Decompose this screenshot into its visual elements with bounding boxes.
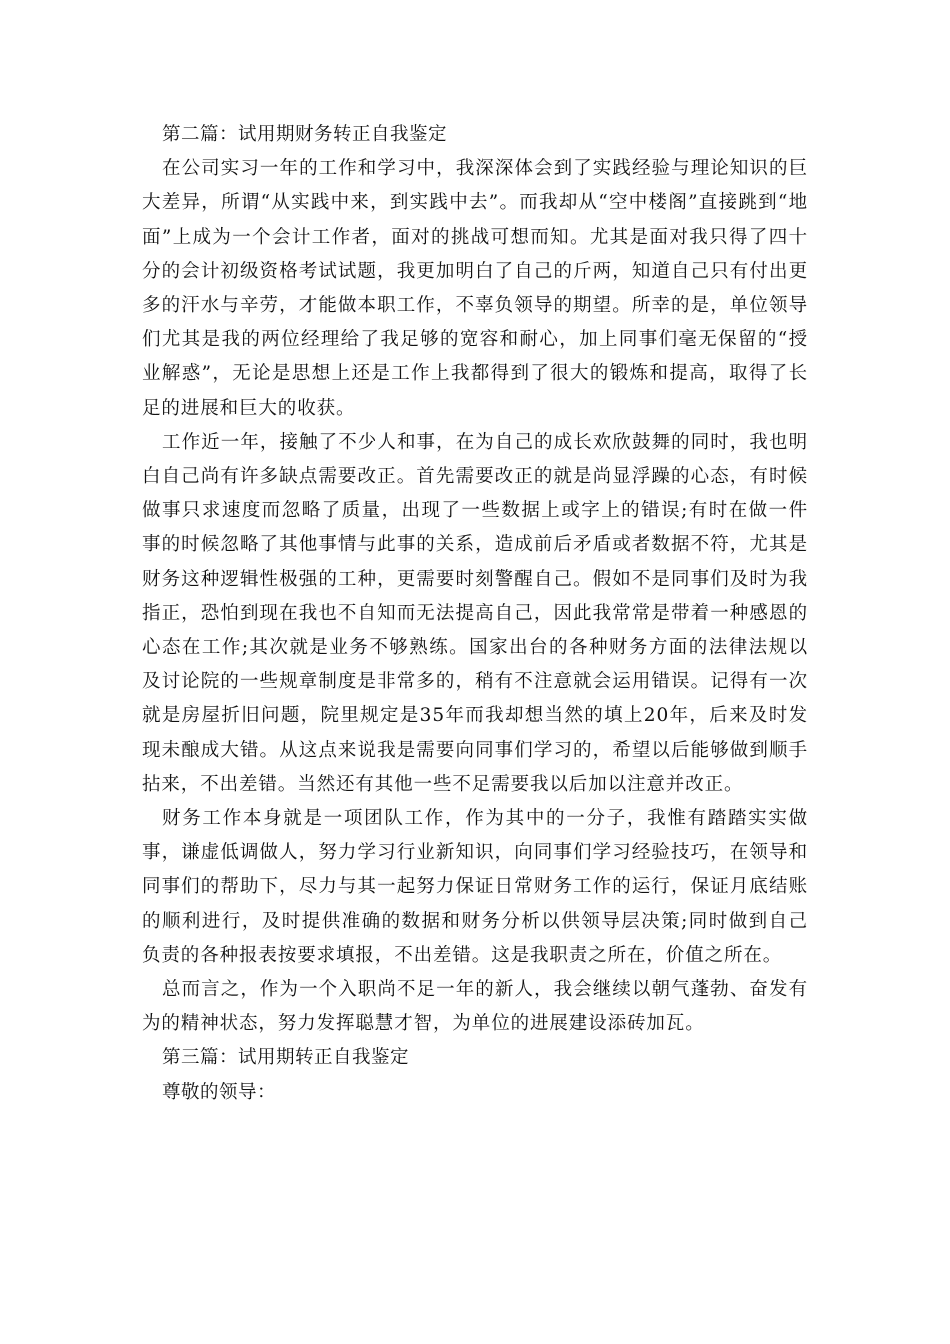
salutation: 尊敬的领导： xyxy=(162,1081,277,1103)
paragraph-teamwork: 财务工作本身就是一项团队工作，作为其中的一分子，我惟有踏踏实实做事，谦虚低调做人，努力学习行业新知识，向同事们学习经验技巧，在领导和同事们的帮助下，尽力与其一起努力保证日常财务工作的运行，保证月底结账的顺利进行，及时提供准确的数据和财务分析以供领导层决策;同时做到自己负责的各种报表按要求填报，不出差错。这是我职责之所在，价值之所在。 xyxy=(142,808,808,966)
paragraph-shortcomings: 工作近一年，接触了不少人和事，在为自己的成长欢欣鼓舞的同时，我也明白自己尚有许多缺点需要改正。首先需要改正的就是尚显浮躁的心态，有时候做事只求速度而忽略了质量，出现了一些数据上或字上的错误;有时在做一件事的时候忽略了其他事情与此事的关系，造成前后矛盾或者数据不符，尤其是财务这种逻辑性极强的工种，更需要时刻警醒自己。假如不是同事们及时为我指正，恐怕到现在我也不自知而无法提高自己，因此我常常是带着一种感恩的心态在工作;其次就是业务不够熟练。国家出台的各种财务方面的法律法规以及讨论院的一些规章制度是非常多的，稍有不注意就会运用错误。记得有一次就是房屋折旧问题，院里规定是35年而我却想当然的填上20年，后来及时发现未酿成大错。从这点来说我是需要向同事们学习的，希望以后能够做到顺手拈来，不出差错。当然还有其他一些不足需要我以后加以注意并改正。 xyxy=(142,431,808,795)
section-heading-2: 第二篇：试用期财务转正自我鉴定 xyxy=(162,124,448,145)
paragraph-internship-reflection: 在公司实习一年的工作和学习中，我深深体会到了实践经验与理论知识的巨大差异，所谓“从实践中来，到实践中去”。而我却从“空中楼阁”直接跳到“地面”上成为一个会计工作者，面对的挑战可想而知。尤其是面对我只得了四十分的会计初级资格考试试题，我更加明白了自己的斤两，知道自己只有付出更多的汗水与辛劳，才能做本职工作，不辜负领导的期望。所幸的是，单位领导们尤其是我的两位经理给了我足够的宽容和耐心，加上同事们毫无保留的“授业解惑”，无论是思想上还是工作上我都得到了很大的锻炼和提高，取得了长足的进展和巨大的收获。 xyxy=(142,158,808,419)
paragraph-conclusion: 总而言之，作为一个入职尚不足一年的新人，我会继续以朝气蓬勃、奋发有为的精神状态，努力发挥聪慧才智，为单位的进展建设添砖加瓦。 xyxy=(142,979,808,1035)
document-page xyxy=(142,118,808,1110)
section-heading-3: 第三篇：试用期转正自我鉴定 xyxy=(162,1047,410,1069)
